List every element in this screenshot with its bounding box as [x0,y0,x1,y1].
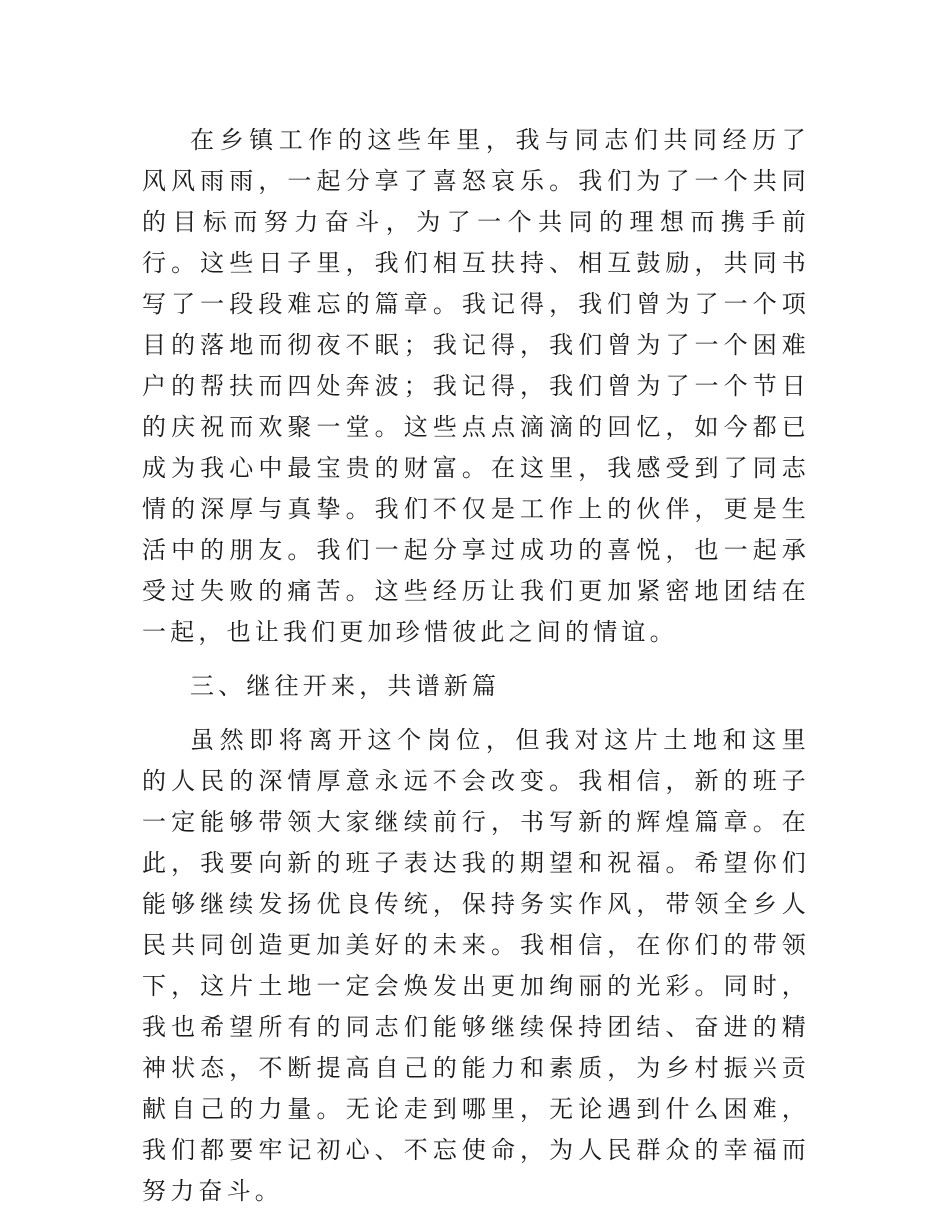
paragraph-future-wishes: 虽然即将离开这个岗位，但我对这片土地和这里的人民的深情厚意永远不会改变。我相信，新的班子一定能够带领大家继续前行，书写新的辉煌篇章。在此，我要向新的班子表达我的期望和祝福。希望你们能够继续发扬优良传统，保持务实作风，带领全乡人民共同创造更加美好的未来。我相信，在你们的带领下，这片土地一定会焕发出更加绚丽的光彩。同时，我也希望所有的同志们能够继续保持团结、奋进的精神状态，不断提高自己的能力和素质，为乡村振兴贡献自己的力量。无论走到哪里，无论遇到什么困难，我们都要牢记初心、不忘使命，为人民群众的幸福而努力奋斗。 [142,726,810,1205]
document-body [142,120,810,1225]
section-heading: 三、继往开来，共谱新篇 [190,672,501,700]
paragraph-colleague-memories: 在乡镇工作的这些年里，我与同志们共同经历了风风雨雨，一起分享了喜怒哀乐。我们为了一个共同的目标而努力奋斗，为了一个共同的理想而携手前行。这些日子里，我们相互扶持、相互鼓励，共同书写了一段段难忘的篇章。我记得，我们曾为了一个项目的落地而彻夜不眠；我记得，我们曾为了一个困难户的帮扶而四处奔波；我记得，我们曾为了一个节日的庆祝而欢聚一堂。这些点点滴滴的回忆，如今都已成为我心中最宝贵的财富。在这里，我感受到了同志情的深厚与真挚。我们不仅是工作上的伙伴，更是生活中的朋友。我们一起分享过成功的喜悦，也一起承受过失败的痛苦。这些经历让我们更加紧密地团结在一起，也让我们更加珍惜彼此之间的情谊。 [142,126,810,646]
